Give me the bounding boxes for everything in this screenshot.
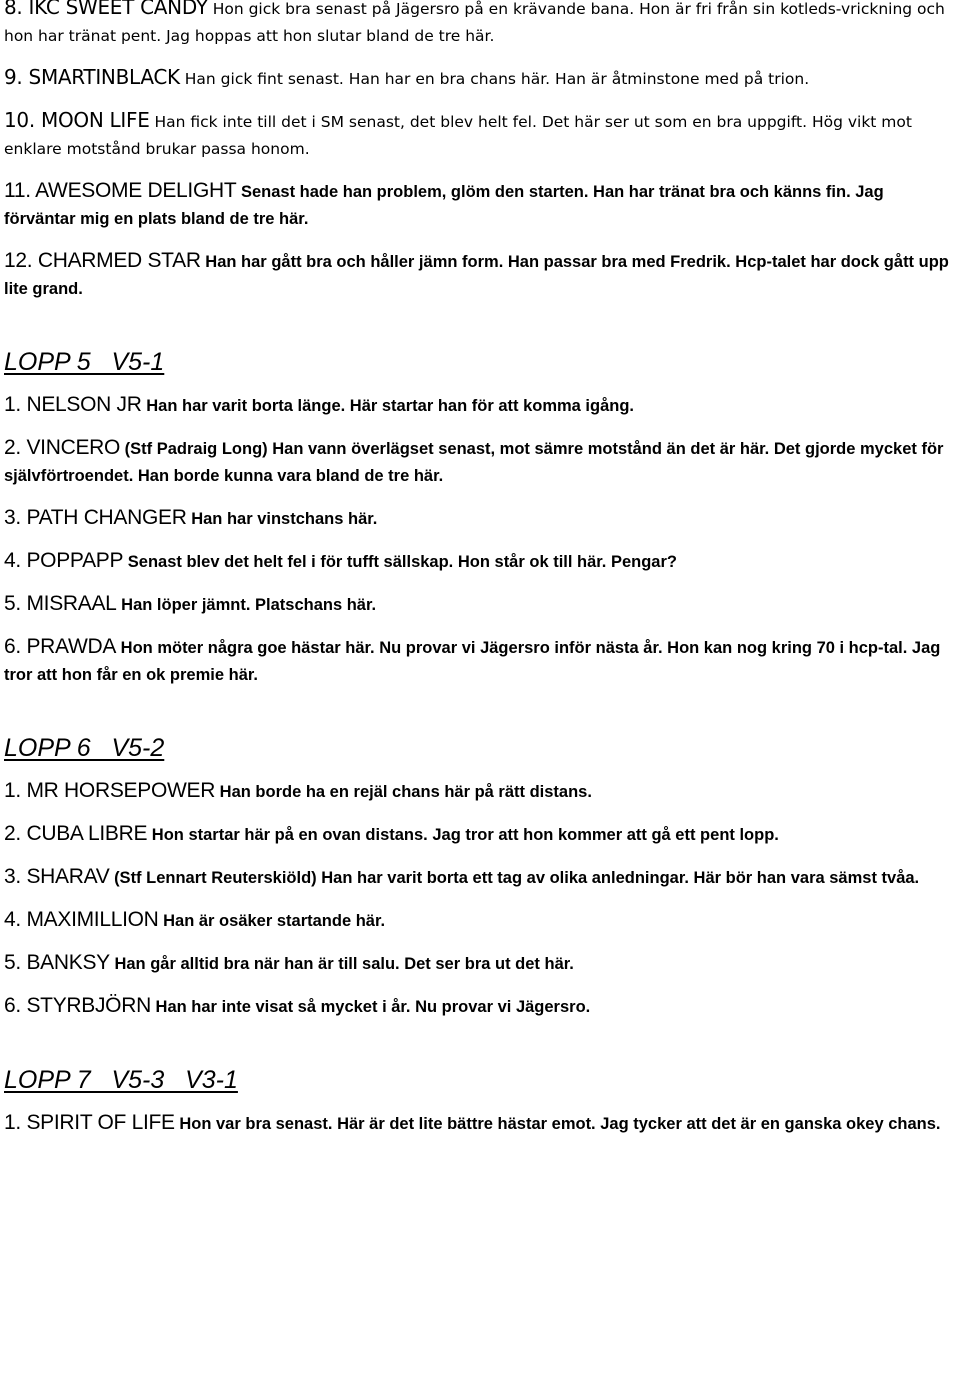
horse-name: POPPAPP <box>26 549 124 572</box>
horse-number: 5. <box>4 951 21 974</box>
horse-comment: Hon gick bra senast på Jägersro på en krävande bana. Hon är fri från sin kotleds-vrickning och hon har tränat pent. Jag hoppas att hon slutar bland de tre här. <box>4 0 945 45</box>
horse-comment: Han är osäker startande här. <box>163 912 386 930</box>
horse-comment: Senast blev det helt fel i för tufft sällskap. Hon står ok till här. Pengar? <box>127 553 677 571</box>
horse-entry <box>4 633 956 689</box>
horse-comment: Han har vinstchans här. <box>191 510 378 528</box>
horse-number: 6. <box>4 994 21 1017</box>
horse-name: MISRAAL <box>26 592 117 615</box>
horse-comment: Han löper jämnt. Platschans här. <box>121 596 377 614</box>
horse-number: 1. <box>4 779 21 802</box>
race-heading: LOPP 5 V5-1 <box>4 348 165 376</box>
horse-heading <box>4 822 147 845</box>
horse-name: MR HORSEPOWER <box>26 779 216 802</box>
race-sections <box>4 347 956 1138</box>
horse-heading <box>4 179 236 202</box>
horse-name: STYRBJÖRN <box>26 994 151 1017</box>
horse-entry <box>4 590 956 619</box>
horse-entry <box>4 949 956 978</box>
horse-entry <box>4 992 956 1021</box>
horse-number: 5. <box>4 592 21 615</box>
race-section <box>4 733 956 1021</box>
horse-heading <box>4 65 180 89</box>
horse-heading <box>4 393 142 416</box>
race-section <box>4 1065 956 1138</box>
race-heading: LOPP 6 V5-2 <box>4 734 165 762</box>
horse-number: 4. <box>4 908 21 931</box>
horse-number: 3. <box>4 865 21 888</box>
horse-name: AWESOME DELIGHT <box>35 179 237 202</box>
horse-heading <box>4 0 208 19</box>
horse-name: MOON LIFE <box>40 108 150 132</box>
horse-entry <box>4 820 956 849</box>
horse-heading <box>4 635 116 658</box>
horse-entry <box>4 247 956 303</box>
horse-comment: Han vann överlägset senast, mot sämre motstånd än det är här. Det gjorde mycket för självförtroendet. Han borde kunna vara bland de tre här. <box>4 440 944 485</box>
horse-heading <box>4 549 123 572</box>
horse-entry <box>4 64 956 93</box>
horse-heading <box>4 994 151 1017</box>
horse-heading <box>4 1111 175 1134</box>
race-section <box>4 347 956 689</box>
horse-name: PATH CHANGER <box>26 506 187 529</box>
horse-name: CUBA LIBRE <box>26 822 148 845</box>
horse-name: SMARTINBLACK <box>28 65 180 89</box>
horse-trainer: (Stf Lennart Reuterskiöld) <box>114 869 317 887</box>
horse-heading <box>4 865 109 888</box>
horse-number: 2. <box>4 822 21 845</box>
horse-heading <box>4 506 187 529</box>
horse-comment: Han har inte visat så mycket i år. Nu provar vi Jägersro. <box>155 998 591 1016</box>
horse-heading <box>4 249 201 272</box>
intro-entries <box>4 0 956 303</box>
horse-entry <box>4 177 956 233</box>
horse-heading <box>4 436 120 459</box>
horse-number: 9. <box>4 65 23 89</box>
horse-name: MAXIMILLION <box>26 908 159 931</box>
horse-comment: Han fick inte till det i SM senast, det blev helt fel. Det här ser ut som en bra uppgift. Hög vikt mot enklare motstånd brukar passa honom. <box>4 113 912 158</box>
horse-heading <box>4 908 159 931</box>
horse-entry <box>4 547 956 576</box>
horse-comment: Han går alltid bra när han är till salu. Det ser bra ut det här. <box>114 955 574 973</box>
horse-number: 12. <box>4 249 33 272</box>
horse-heading <box>4 108 150 132</box>
horse-number: 6. <box>4 635 21 658</box>
horse-number: 1. <box>4 1111 21 1134</box>
horse-name: IKC SWEET CANDY <box>28 0 208 19</box>
horse-comment: Han borde ha en rejäl chans här på rätt distans. <box>219 783 592 801</box>
horse-heading <box>4 592 117 615</box>
horse-entry <box>4 1109 956 1138</box>
horse-entry <box>4 0 956 50</box>
horse-entry <box>4 391 956 420</box>
horse-name: SHARAV <box>26 865 110 888</box>
horse-entry <box>4 107 956 163</box>
horse-comment: Han har gått bra och håller jämn form. Han passar bra med Fredrik. Hcp-talet har dock gått upp lite grand. <box>4 253 949 298</box>
horse-trainer: (Stf Padraig Long) <box>124 440 268 458</box>
horse-number: 4. <box>4 549 21 572</box>
horse-entry <box>4 777 956 806</box>
horse-number: 11. <box>4 179 31 202</box>
horse-entry <box>4 906 956 935</box>
horse-number: 1. <box>4 393 21 416</box>
horse-number: 2. <box>4 436 21 459</box>
horse-comment: Han har varit borta länge. Här startar han för att komma igång. <box>146 397 635 415</box>
horse-name: VINCERO <box>26 436 121 459</box>
horse-comment: Hon möter några goe hästar här. Nu provar vi Jägersro inför nästa år. Hon kan nog kring 70 i hcp-tal. Jag tror att hon får en ok premie här. <box>4 639 941 684</box>
tips-document <box>4 0 956 1152</box>
horse-entry <box>4 504 956 533</box>
horse-name: CHARMED STAR <box>37 249 201 272</box>
race-heading: LOPP 7 V5-3 V3-1 <box>4 1066 238 1094</box>
horse-name: BANKSY <box>26 951 110 974</box>
horse-heading <box>4 951 110 974</box>
horse-comment: Senast hade han problem, glöm den starten. Han har tränat bra och känns fin. Jag förväntar mig en plats bland de tre här. <box>4 183 884 228</box>
horse-comment: Hon startar här på en ovan distans. Jag tror att hon kommer att gå ett pent lopp. <box>151 826 779 844</box>
horse-entry <box>4 434 956 490</box>
horse-number: 3. <box>4 506 21 529</box>
horse-name: SPIRIT OF LIFE <box>26 1111 175 1134</box>
horse-heading <box>4 779 215 802</box>
horse-comment: Hon var bra senast. Här är det lite bättre hästar emot. Jag tycker att det är en ganska okey chans. <box>179 1115 941 1133</box>
horse-name: NELSON JR <box>26 393 142 416</box>
horse-number: 8. <box>4 0 23 19</box>
horse-comment: Han har varit borta ett tag av olika anledningar. Här bör han vara sämst tvåa. <box>321 869 920 887</box>
horse-comment: Han gick fint senast. Han har en bra chans här. Han är åtminstone med på trion. <box>184 70 810 88</box>
horse-entry <box>4 863 956 892</box>
horse-name: PRAWDA <box>26 635 117 658</box>
horse-number: 10. <box>4 108 35 132</box>
